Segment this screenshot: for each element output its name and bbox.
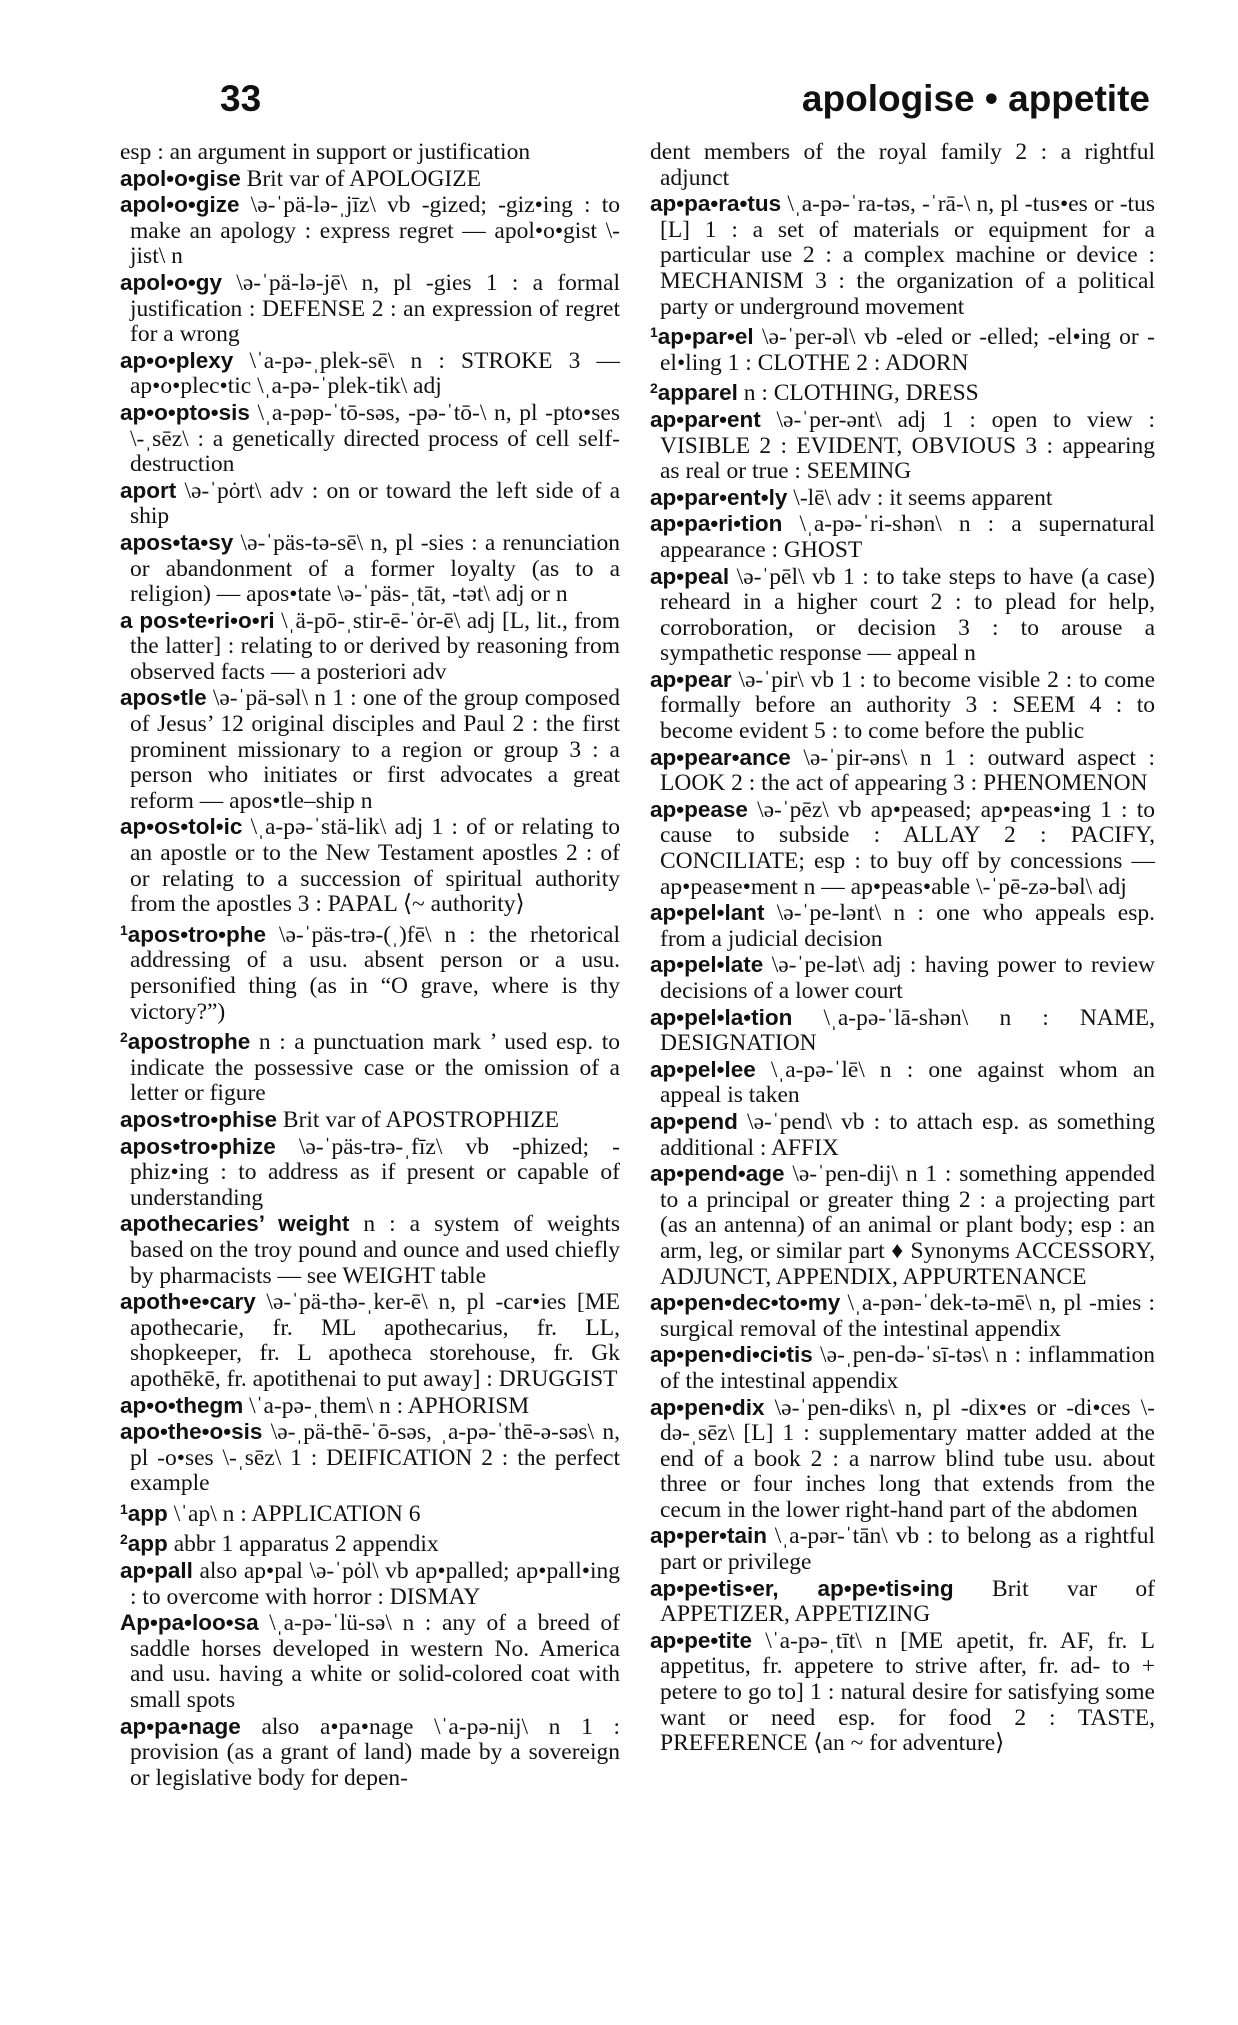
entry-headword: ap•pa•nage xyxy=(120,1713,241,1739)
entry-headword: ap•pen•di•ci•tis xyxy=(650,1342,813,1368)
dictionary-entry xyxy=(650,407,1155,485)
entry-headword: ap•pel•la•tion xyxy=(650,1004,793,1030)
entry-definition: \ə-ˈpä-thə-ˌker-ē\ n, pl -car•ies [ME apothecarie, fr. ML apothecarius, fr. LL, shopkeeper, fr. L apotheca storehouse, fr. Gk apothēkē, fr. apotithenai to put away] : DRUGGIST xyxy=(130,1289,620,1392)
dictionary-entry xyxy=(650,797,1155,900)
entry-definition: \ə-ˈpäs-trə-(ˌ)fē\ n : the rhetorical addressing of a usu. absent person or a usu. personified thing (as in “O grave, where is thy victory?”) xyxy=(130,921,620,1025)
entry-definition: \ə-ˈpend\ vb : to attach esp. as something additional : AFFIX xyxy=(660,1108,1155,1161)
dictionary-entry xyxy=(120,1714,620,1792)
dictionary-entry xyxy=(650,900,1155,952)
entry-definition: \ə-ˈpäs-tə-sē\ n, pl -sies : a renunciation or abandonment of a former loyalty (as to a religion) — apos•tate \ə-ˈpäs-ˌtāt, -tət\ adj or n xyxy=(130,529,620,608)
entry-headword: ap•pen•dix xyxy=(650,1394,765,1420)
entry-headword: apol•o•gise xyxy=(120,165,241,191)
entry-definition: \ˌa-pə-ˈlü-sə\ n : any of a breed of saddle horses developed in western No. America and usu. having a white or solid-colored coat with small spots xyxy=(130,1610,620,1714)
dictionary-entry xyxy=(650,191,1155,320)
dictionary-entry xyxy=(650,564,1155,667)
page-header xyxy=(120,78,1150,134)
dictionary-entry xyxy=(650,320,1155,376)
left-column xyxy=(120,140,620,1791)
dictionary-entry xyxy=(650,376,1155,407)
entry-definition: \ə-ˈpen-diks\ n, pl -dix•es or -di•ces \-də-ˌsēz\ [L] 1 : supplementary matter added at the end of a book 2 : a narrow blind tube usu. about three or four inches long that extends from the cecum in the lower right-hand part of the abdomen xyxy=(660,1394,1155,1523)
dictionary-entry xyxy=(120,348,620,400)
entry-headword: ap•pend•age xyxy=(650,1161,785,1187)
entry-definition: Brit var of APPETIZER, APPETIZING xyxy=(660,1575,1156,1628)
entry-headword: ap•pel•lee xyxy=(650,1056,756,1082)
entry-definition: \ə-ˈpir-əns\ n 1 : outward aspect : LOOK 2 : the act of appearing 3 : PHENOMENON xyxy=(660,744,1155,797)
dictionary-entry xyxy=(650,1342,1155,1394)
entry-definition: esp : an argument in support or justification xyxy=(120,139,531,165)
entry-definition: \ˌa-pə-ˈstä-lik\ adj 1 : of or relating to an apostle or to the New Testament apostles 2 : of or relating to a succession of spiritual authority from the apostles 3 : PAPAL ⟨~ authority⟩ xyxy=(130,814,620,918)
dictionary-entry xyxy=(650,1523,1155,1575)
entry-definition: \ə-ˈpäs-trə-ˌfīz\ vb -phized; -phiz•ing : to address as if present or capable of understanding xyxy=(130,1133,620,1211)
entry-headword: apos•tro•phise xyxy=(120,1106,278,1132)
entry-definition: \ˌa-pə-ˈra-təs, -ˈrā-\ n, pl -tus•es or -tus [L] 1 : a set of materials or equipment for a particular use 2 : a complex machine or device : MECHANISM 3 : the organization of a political party or underground movement xyxy=(660,191,1155,320)
entry-headword: apo•the•o•sis xyxy=(120,1419,263,1445)
dictionary-entry xyxy=(120,918,620,1025)
entry-headword: app xyxy=(127,1531,168,1557)
entry-headword: apothecaries’ weight xyxy=(120,1211,350,1237)
dictionary-entry xyxy=(120,1211,620,1289)
entry-definition: \ˌa-pər-ˈtān\ vb : to belong as a rightful part or privilege xyxy=(660,1523,1155,1576)
entry-definition: \ə-ˈpä-lə-jē\ n, pl -gies 1 : a formal justification : DEFENSE 2 : an expression of regret for a wrong xyxy=(130,269,620,348)
dictionary-entry xyxy=(120,400,620,478)
entry-definition: \ˈa-pə-ˌtīt\ n [ME apetit, fr. AF, fr. L appetitus, fr. appetere to strive after, fr. ad- to + petere to go to] 1 : natural desire for satisfying some want or need esp. for food 2 : TASTE, PREFERENCE ⟨an ~ for adventure⟩ xyxy=(660,1627,1155,1757)
entry-headword: ap•pen•dec•to•my xyxy=(650,1290,841,1316)
right-column xyxy=(650,140,1155,1757)
entry-definition: \ə-ˈpen-dij\ n 1 : something appended to a principal or greater thing 2 : a projecting part (as an antenna) of an animal or plant body; esp : an arm, leg, or similar part ♦ Synonyms ACCESSORY, ADJUNCT, APPENDIX, APPURTENANCE xyxy=(660,1161,1155,1290)
homograph-number: 2 xyxy=(120,1029,128,1046)
entry-headword: ap•pel•lant xyxy=(650,900,765,926)
entry-headword: apos•ta•sy xyxy=(120,529,234,555)
dictionary-entry xyxy=(120,608,620,686)
entry-headword: ap•par•ent xyxy=(650,406,761,432)
entry-definition: \ə-ˈpēz\ vb ap•peased; ap•peas•ing 1 : to cause to subside : ALLAY 2 : PACIFY, CONCILIATE; esp : to buy off by concessions — ap•pease•ment n — ap•peas•able \-ˈpē-zə-bəl\ adj xyxy=(660,796,1155,900)
entry-definition: \ə-ˈper-ənt\ adj 1 : open to view : VISIBLE 2 : EVIDENT, OBVIOUS 3 : appearing as real or true : SEEMING xyxy=(660,406,1155,485)
entry-headword: ap•pel•late xyxy=(650,952,764,978)
entry-headword: apos•tle xyxy=(120,685,207,711)
entry-headword: ap•par•el xyxy=(657,324,754,350)
entry-headword: apparel xyxy=(657,380,738,406)
entry-headword: ap•os•tol•ic xyxy=(120,814,243,840)
dictionary-entry xyxy=(120,1497,620,1528)
entry-headword: apostrophe xyxy=(127,1029,251,1055)
entry-headword: ap•o•pto•sis xyxy=(120,399,250,425)
entry-headword: apoth•e•cary xyxy=(120,1289,256,1315)
entry-headword: ap•pear xyxy=(650,666,732,692)
dictionary-entry xyxy=(650,1576,1155,1628)
entry-definition: \ə-ˈpe-lənt\ n : one who appeals esp. from a judicial decision xyxy=(660,900,1155,952)
entry-definition: \ə-ˈpä-lə-ˌjīz\ vb -gized; -giz•ing : to make an apology : express regret — apol•o•gist \-jist\ n xyxy=(130,192,620,270)
entry-headword: ap•pall xyxy=(120,1558,193,1584)
entry-definition: \ˌä-pō-ˌstir-ē-ˈȯr-ē\ adj [L, lit., from the latter] : relating to or derived by reasoning from observed facts — a posteriori adv xyxy=(130,607,620,685)
homograph-number: 2 xyxy=(120,1531,128,1548)
entry-definition: \ˌa-pən-ˈdek-tə-mē\ n, pl -mies : surgical removal of the intestinal appendix xyxy=(660,1290,1155,1342)
entry-definition: Brit var of APOLOGIZE xyxy=(240,165,481,192)
dictionary-entry xyxy=(120,1419,620,1497)
homograph-number: 1 xyxy=(120,1500,128,1517)
entry-headword: ap•pease xyxy=(650,796,748,822)
dictionary-entry xyxy=(120,270,620,348)
entry-definition: \ˈap\ n : APPLICATION 6 xyxy=(167,1500,421,1527)
entry-headword: apol•o•gize xyxy=(120,192,240,218)
homograph-number: 2 xyxy=(650,380,658,397)
entry-headword: ap•per•tain xyxy=(650,1523,768,1549)
entry-definition: n : a punctuation mark ’ used esp. to indicate the possessive case or the omission of a letter or figure xyxy=(130,1029,620,1107)
guide-words: apologise • appetite xyxy=(801,78,1150,119)
entry-definition: \ə-ˌpä-thē-ˈō-səs, ˌa-pə-ˈthē-ə-səs\ n, pl -o•ses \-ˌsēz\ 1 : DEIFICATION 2 : the perfect example xyxy=(130,1419,620,1497)
dictionary-entry xyxy=(650,1057,1155,1109)
entry-headword: a pos•te•ri•o•ri xyxy=(120,607,275,633)
dictionary-entry xyxy=(120,478,620,530)
entry-definition: Brit var of APOSTROPHIZE xyxy=(277,1106,560,1133)
entry-definition: \ə-ˌpen-də-ˈsī-təs\ n : inflammation of the intestinal appendix xyxy=(660,1342,1155,1394)
entry-headword: Ap•pa•loo•sa xyxy=(120,1610,259,1636)
dictionary-entry xyxy=(120,1134,620,1212)
dictionary-entry xyxy=(120,1025,620,1107)
entry-headword: apol•o•gy xyxy=(120,269,223,295)
entry-definition: n : a system of weights based on the troy pound and ounce and used chiefly by pharmacists — see WEIGHT table xyxy=(130,1211,620,1289)
entry-definition: also ap•pal \ə-ˈpȯl\ vb ap•palled; ap•pall•ing : to overcome with horror : DISMAY xyxy=(130,1558,620,1610)
dictionary-entry xyxy=(120,140,620,166)
entry-definition: \ə-ˈper-əl\ vb -eled or -elled; -el•ing or -el•ling 1 : CLOTHE 2 : ADORN xyxy=(660,324,1155,376)
dictionary-entry xyxy=(120,1527,620,1558)
dictionary-entry xyxy=(120,685,620,814)
entry-headword: app xyxy=(127,1500,168,1526)
dictionary-entry xyxy=(120,814,620,917)
dictionary-entry xyxy=(650,1109,1155,1161)
dictionary-entry xyxy=(650,952,1155,1004)
entry-definition: \ˌa-pə-ˈri-shən\ n : a supernatural appearance : GHOST xyxy=(660,511,1155,563)
entry-headword: ap•pe•tite xyxy=(650,1627,753,1653)
entry-definition: \ˌa-pəp-ˈtō-səs, -pə-ˈtō-\ n, pl -pto•ses \-ˌsēz\ : a genetically directed process of cell self-destruction xyxy=(130,399,620,478)
dictionary-entry xyxy=(120,166,620,193)
entry-headword: ap•pe•tis•er, ap•pe•tis•ing xyxy=(650,1575,954,1601)
entry-definition: \ə-ˈpēl\ vb 1 : to take steps to have (a case) reheard in a higher court 2 : to plead for help, corroboration, or decision 3 : to arouse a sympathetic response — appeal n xyxy=(660,563,1155,667)
dictionary-entry xyxy=(650,1628,1155,1757)
entry-definition: \ə-ˈpä-səl\ n 1 : one of the group composed of Jesus’ 12 original disciples and Paul 2 : the first prominent missionary to a region or group 3 : a person who initiates or first advocates a great reform — apos•tle–ship n xyxy=(130,685,620,814)
dictionary-entry xyxy=(650,667,1155,745)
dictionary-entry xyxy=(120,1558,620,1610)
entry-headword: ap•o•thegm xyxy=(120,1392,244,1418)
homograph-number: 1 xyxy=(120,921,128,938)
entry-headword: ap•pend xyxy=(650,1108,738,1134)
entry-headword: apos•tro•phize xyxy=(120,1133,276,1159)
entry-definition: \ˌa-pə-ˈlā-shən\ n : NAME, DESIGNATION xyxy=(660,1004,1155,1057)
dictionary-entry xyxy=(650,745,1155,797)
entry-definition: \-lē\ adv : it seems apparent xyxy=(787,484,1053,511)
entry-definition: \ˈa-pə-ˌthem\ n : APHORISM xyxy=(243,1392,530,1419)
entry-headword: ap•pa•ra•tus xyxy=(650,191,782,217)
entry-headword: ap•peal xyxy=(650,563,730,589)
entry-headword: aport xyxy=(120,477,177,503)
homograph-number: 1 xyxy=(650,324,658,341)
entry-definition: also a•pa•nage \ˈa-pə-nij\ n 1 : provision (as a grant of land) made by a sovereign or legislative body for depen- xyxy=(130,1713,620,1791)
entry-definition: abbr 1 apparatus 2 appendix xyxy=(167,1531,439,1558)
dictionary-entry xyxy=(650,1290,1155,1342)
entry-headword: ap•pear•ance xyxy=(650,744,791,770)
dictionary-entry xyxy=(120,530,620,608)
page-number: 33 xyxy=(220,78,262,119)
dictionary-entry xyxy=(120,1393,620,1420)
entry-definition: \ə-ˈpir\ vb 1 : to become visible 2 : to come formally before an authority 3 : SEEM 4 : to become evident 5 : to come before the public xyxy=(660,666,1155,745)
entry-headword: ap•pa•ri•tion xyxy=(650,511,783,537)
dictionary-entry xyxy=(120,1289,620,1392)
entry-headword: ap•o•plexy xyxy=(120,347,234,373)
dictionary-entry xyxy=(650,1005,1155,1057)
dictionary-entry xyxy=(650,485,1155,512)
entry-definition: \ˈa-pə-ˌplek-sē\ n : STROKE 3 — ap•o•plec•tic \ˌa-pə-ˈplek-tik\ adj xyxy=(130,347,620,400)
dictionary-entry xyxy=(120,1610,620,1713)
dictionary-entry xyxy=(650,1395,1155,1524)
entry-definition: dent members of the royal family 2 : a rightful adjunct xyxy=(650,139,1155,191)
entry-definition: \ˌa-pə-ˈlē\ n : one against whom an appeal is taken xyxy=(660,1056,1155,1109)
dictionary-entry xyxy=(120,192,620,270)
entry-definition: \ə-ˈpȯrt\ adv : on or toward the left side of a ship xyxy=(130,477,620,530)
dictionary-entry xyxy=(120,1107,620,1134)
entry-headword: apos•tro•phe xyxy=(127,921,267,947)
entry-headword: ap•par•ent•ly xyxy=(650,484,788,510)
dictionary-entry xyxy=(650,140,1155,191)
entry-definition: \ə-ˈpe-lət\ adj : having power to review decisions of a lower court xyxy=(660,952,1155,1004)
dictionary-entry xyxy=(650,1161,1155,1290)
entry-definition: n : CLOTHING, DRESS xyxy=(737,380,979,407)
dictionary-entry xyxy=(650,511,1155,563)
